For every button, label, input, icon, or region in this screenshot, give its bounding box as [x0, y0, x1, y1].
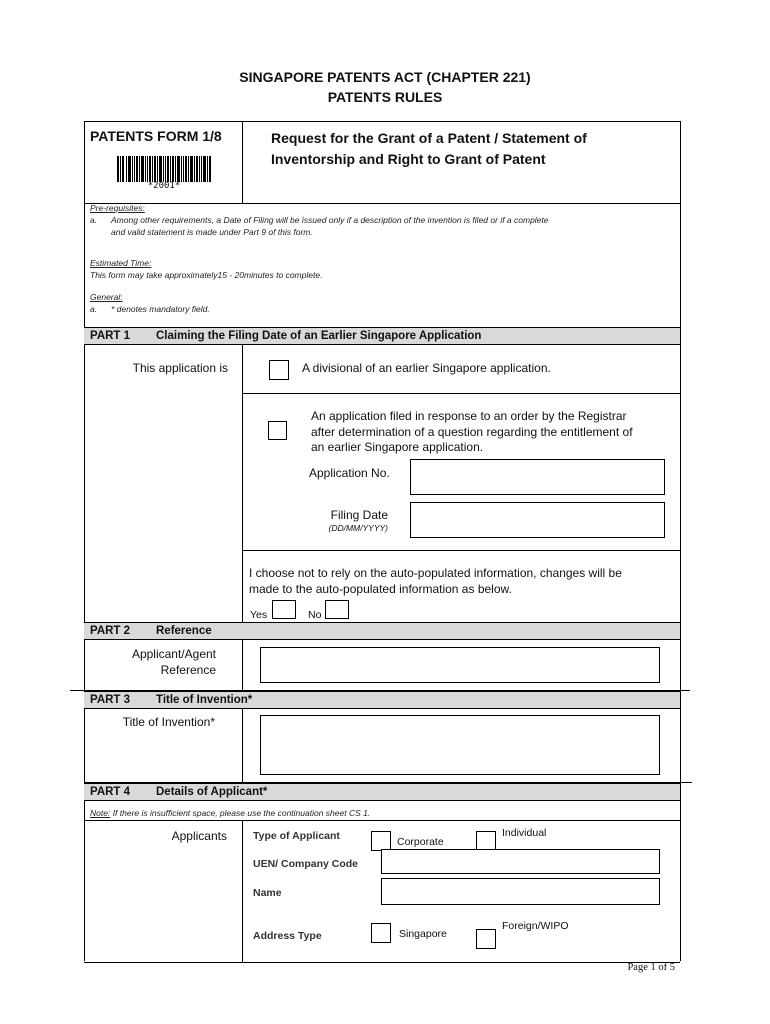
address-type-label: Address Type	[253, 930, 322, 942]
singapore-checkbox[interactable]	[371, 923, 391, 943]
registrar-order-line-1: An application filed in response to an order by the Registrar	[311, 409, 627, 423]
uen-label: UEN/ Company Code	[253, 858, 359, 870]
part4-note-text: If there is insufficient space, please use the continuation sheet CS 1.	[110, 808, 371, 818]
part4-header	[84, 783, 680, 801]
part3-number: PART 3	[90, 694, 131, 706]
part3-header	[84, 691, 680, 709]
form-title-line-2: Inventorship and Right to Grant of Patent	[271, 151, 546, 167]
form-title	[271, 128, 587, 170]
header-line-2: PATENTS RULES	[327, 89, 443, 105]
part2-number: PART 2	[90, 625, 131, 637]
filing-date-input[interactable]	[410, 502, 665, 538]
title-of-invention-input[interactable]	[260, 715, 660, 775]
time-heading: Estimated Time:	[90, 258, 152, 268]
prereq-a-line-2: and valid statement is made under Part 9 of this form.	[111, 227, 313, 237]
individual-checkbox[interactable]	[476, 831, 496, 851]
yes-label: Yes	[250, 609, 268, 621]
part4-note-prefix: Note:	[90, 808, 111, 818]
part2-header	[84, 622, 680, 640]
part1-title: Claiming the Filing Date of an Earlier Singapore Application	[156, 330, 482, 342]
general-a-text: * denotes mandatory field.	[111, 304, 210, 314]
divisional-checkbox[interactable]	[269, 360, 289, 380]
part1-header	[84, 327, 680, 345]
registrar-order-line-3: an earlier Singapore application.	[311, 440, 484, 454]
applicants-label: Applicants	[171, 829, 227, 843]
reference-label-line-2: Reference	[160, 662, 216, 677]
auto-populated-notice	[249, 565, 622, 597]
filing-date-label: Filing Date	[330, 508, 388, 522]
prereq-a-label: a.	[90, 215, 98, 225]
barcode	[117, 156, 211, 182]
application-no-input[interactable]	[410, 459, 665, 495]
name-input[interactable]	[381, 878, 660, 905]
page-number: Page 1 of 5	[627, 962, 675, 973]
part2-title: Reference	[156, 625, 212, 637]
registrar-order-option	[311, 409, 633, 456]
corporate-label: Corporate	[397, 836, 444, 848]
yes-checkbox[interactable]	[272, 600, 296, 619]
no-checkbox[interactable]	[325, 600, 349, 619]
application-is-label: This application is	[132, 361, 228, 375]
title-of-invention-label: Title of Invention*	[122, 715, 215, 729]
part3-title: Title of Invention*	[156, 694, 253, 706]
general-a-label: a.	[90, 304, 98, 314]
filing-date-format: (DD/MM/YYYY)	[328, 523, 388, 533]
type-of-applicant-label: Type of Applicant	[253, 830, 340, 842]
general-heading: General:	[90, 292, 123, 302]
foreign-wipo-checkbox[interactable]	[476, 929, 496, 949]
part4-title: Details of Applicant*	[156, 786, 268, 798]
name-label: Name	[253, 887, 282, 899]
registrar-order-line-2: after determination of a question regarding the entitlement of	[311, 424, 633, 439]
form-name: PATENTS FORM 1/8	[90, 128, 222, 144]
prereq-a-line-1: Among other requirements, a Date of Filing will be issued only if a description of the invention is filed or if a complete	[111, 215, 549, 225]
application-no-label: Application No.	[309, 466, 390, 480]
part1-number: PART 1	[90, 330, 131, 342]
singapore-label: Singapore	[399, 928, 447, 940]
auto-populated-line-2: made to the auto-populated information as below.	[249, 582, 512, 596]
form-title-line-1: Request for the Grant of a Patent / Statement of	[271, 130, 587, 146]
barcode-text: *2001*	[147, 181, 181, 191]
time-text: This form may take approximately15 - 20minutes to complete.	[90, 270, 323, 280]
reference-label-line-1: Applicant/Agent	[131, 647, 216, 661]
part4-number: PART 4	[90, 786, 131, 798]
reference-input[interactable]	[260, 647, 660, 683]
no-label: No	[308, 609, 322, 621]
part4-note	[90, 808, 370, 818]
corporate-checkbox[interactable]	[371, 831, 391, 851]
divisional-option-label: A divisional of an earlier Singapore application.	[302, 361, 551, 375]
uen-input[interactable]	[381, 849, 660, 874]
prereq-heading: Pre-requisites:	[90, 203, 145, 213]
reference-label	[84, 647, 216, 678]
foreign-wipo-label: Foreign/WIPO	[502, 920, 569, 932]
registrar-order-checkbox[interactable]	[268, 421, 287, 440]
auto-populated-line-1: I choose not to rely on the auto-populated information, changes will be	[249, 566, 622, 580]
header-line-1: SINGAPORE PATENTS ACT (CHAPTER 221)	[239, 69, 531, 85]
individual-label: Individual	[502, 827, 547, 839]
